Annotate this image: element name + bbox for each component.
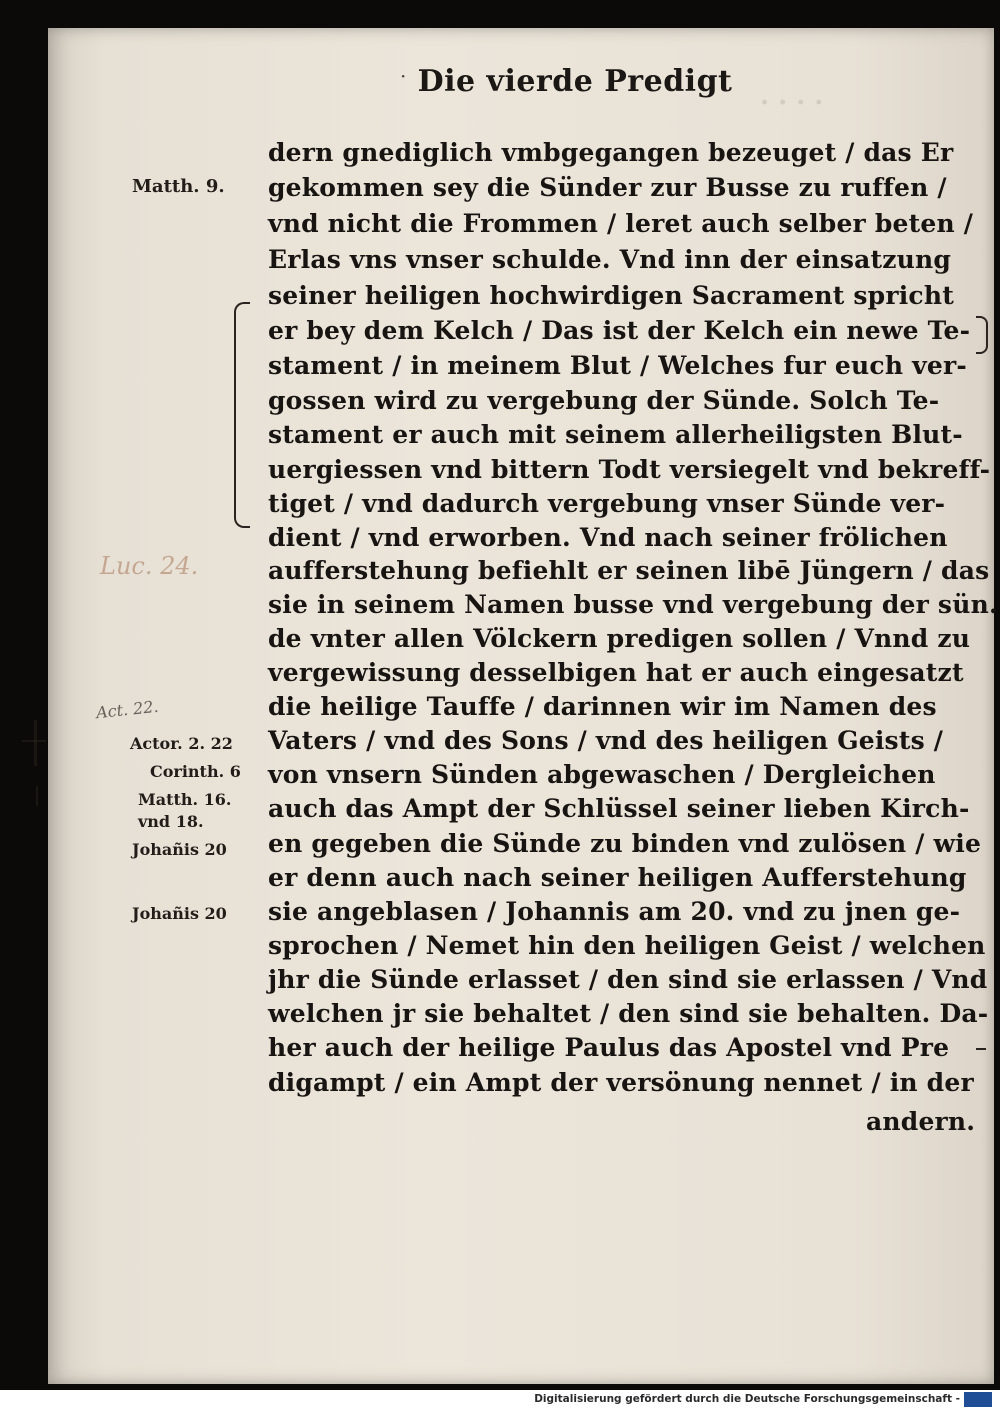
margin-note-corinth: Corinth. 6 — [150, 762, 241, 781]
text-line: welchen jr sie behaltet / den sind sie behalten. Da- — [268, 999, 989, 1028]
margin-bracket — [234, 302, 250, 528]
text-line: en gegeben die Sünde zu binden vnd zulösen / wie — [268, 829, 982, 858]
text-line: uergiessen vnd bittern Todt versiegelt vnd bekreff- — [268, 455, 991, 484]
margin-note-actor: Actor. 2. 22 — [130, 734, 233, 753]
dfg-logo — [964, 1392, 992, 1407]
text-line: her auch der heilige Paulus das Apostel vnd Pre — [268, 1033, 950, 1062]
text-line: sie in seinem Namen busse vnd vergebung der sün. — [268, 590, 998, 619]
text-line: Vaters / vnd des Sons / vnd des heiligen Geists / — [268, 726, 944, 755]
bleed-through-text: · · · · — [760, 88, 824, 118]
ink-mark — [36, 786, 38, 806]
margin-note-matth9: Matth. 9. — [132, 176, 225, 197]
text-line: sie angeblasen / Johannis am 20. vnd zu jnen ge- — [268, 897, 961, 926]
text-line: tiget / vnd dadurch vergebung vnser Sünde ver- — [268, 489, 946, 518]
text-line: die heilige Tauffe / darinnen wir im Namen des — [268, 692, 937, 721]
text-line: gossen wird zu vergebung der Sünde. Solch Te- — [268, 386, 940, 415]
margin-bracket — [976, 316, 988, 354]
text-line: er denn auch nach seiner heiligen Aufferstehung — [268, 863, 967, 892]
margin-note-matth16: Matth. 16. — [138, 790, 232, 809]
text-line: vergewissung desselbigen hat er auch eingesatzt — [268, 658, 964, 687]
ink-mark — [22, 740, 46, 742]
handwritten-note-luc: Luc. 24. — [100, 552, 199, 580]
header-ornament: · — [400, 64, 407, 88]
footer-bar — [0, 1390, 1000, 1411]
text-line: seiner heiligen hochwirdigen Sacrament spricht — [268, 281, 954, 310]
text-line: auch das Ampt der Schlüssel seiner lieben Kirch- — [268, 794, 970, 823]
catchword: andern. — [866, 1107, 976, 1136]
ink-mark — [34, 720, 37, 766]
handwritten-note-act: Act. 22. — [95, 696, 160, 723]
text-line: gekommen sey die Sünder zur Busse zu ruffen / — [268, 173, 947, 202]
text-line: aufferstehung befiehlt er seinen libē Jüngern / das — [268, 556, 990, 585]
text-line: digampt / ein Ampt der versönung nennet / in der — [268, 1068, 974, 1097]
text-line: de vnter allen Völckern predigen sollen / Vnnd zu — [268, 624, 971, 653]
text-line: jhr die Sünde erlasset / den sind sie erlassen / Vnd — [268, 965, 988, 994]
text-line: dern gnediglich vmbgegangen bezeuget / das Er — [268, 138, 954, 167]
text-line: stament / in meinem Blut / Welches fur euch ver- — [268, 351, 967, 380]
margin-note-johannis: Johañis 20 — [132, 904, 227, 923]
text-line: stament er auch mit seinem allerheiligsten Blut- — [268, 420, 963, 449]
text-line: von vnsern Sünden abgewaschen / Dergleichen — [268, 760, 936, 789]
text-line: er bey dem Kelch / Das ist der Kelch ein newe Te- — [268, 316, 971, 345]
text-line: vnd nicht die Frommen / leret auch selber beten / — [268, 209, 974, 238]
margin-note-johannis: Johañis 20 — [132, 840, 227, 859]
footer-credit: Digitalisierung gefördert durch die Deutsche Forschungsgemeinschaft - — [534, 1393, 960, 1405]
margin-dash — [976, 1048, 986, 1050]
text-line: sprochen / Nemet hin den heiligen Geist / welchen — [268, 931, 986, 960]
page-header: Die vierde Predigt — [417, 64, 733, 99]
text-line: Erlas vns vnser schulde. Vnd inn der einsatzung — [268, 245, 952, 274]
text-line: dient / vnd erworben. Vnd nach seiner frölichen — [268, 523, 948, 552]
margin-note-vnd18: vnd 18. — [138, 812, 204, 831]
